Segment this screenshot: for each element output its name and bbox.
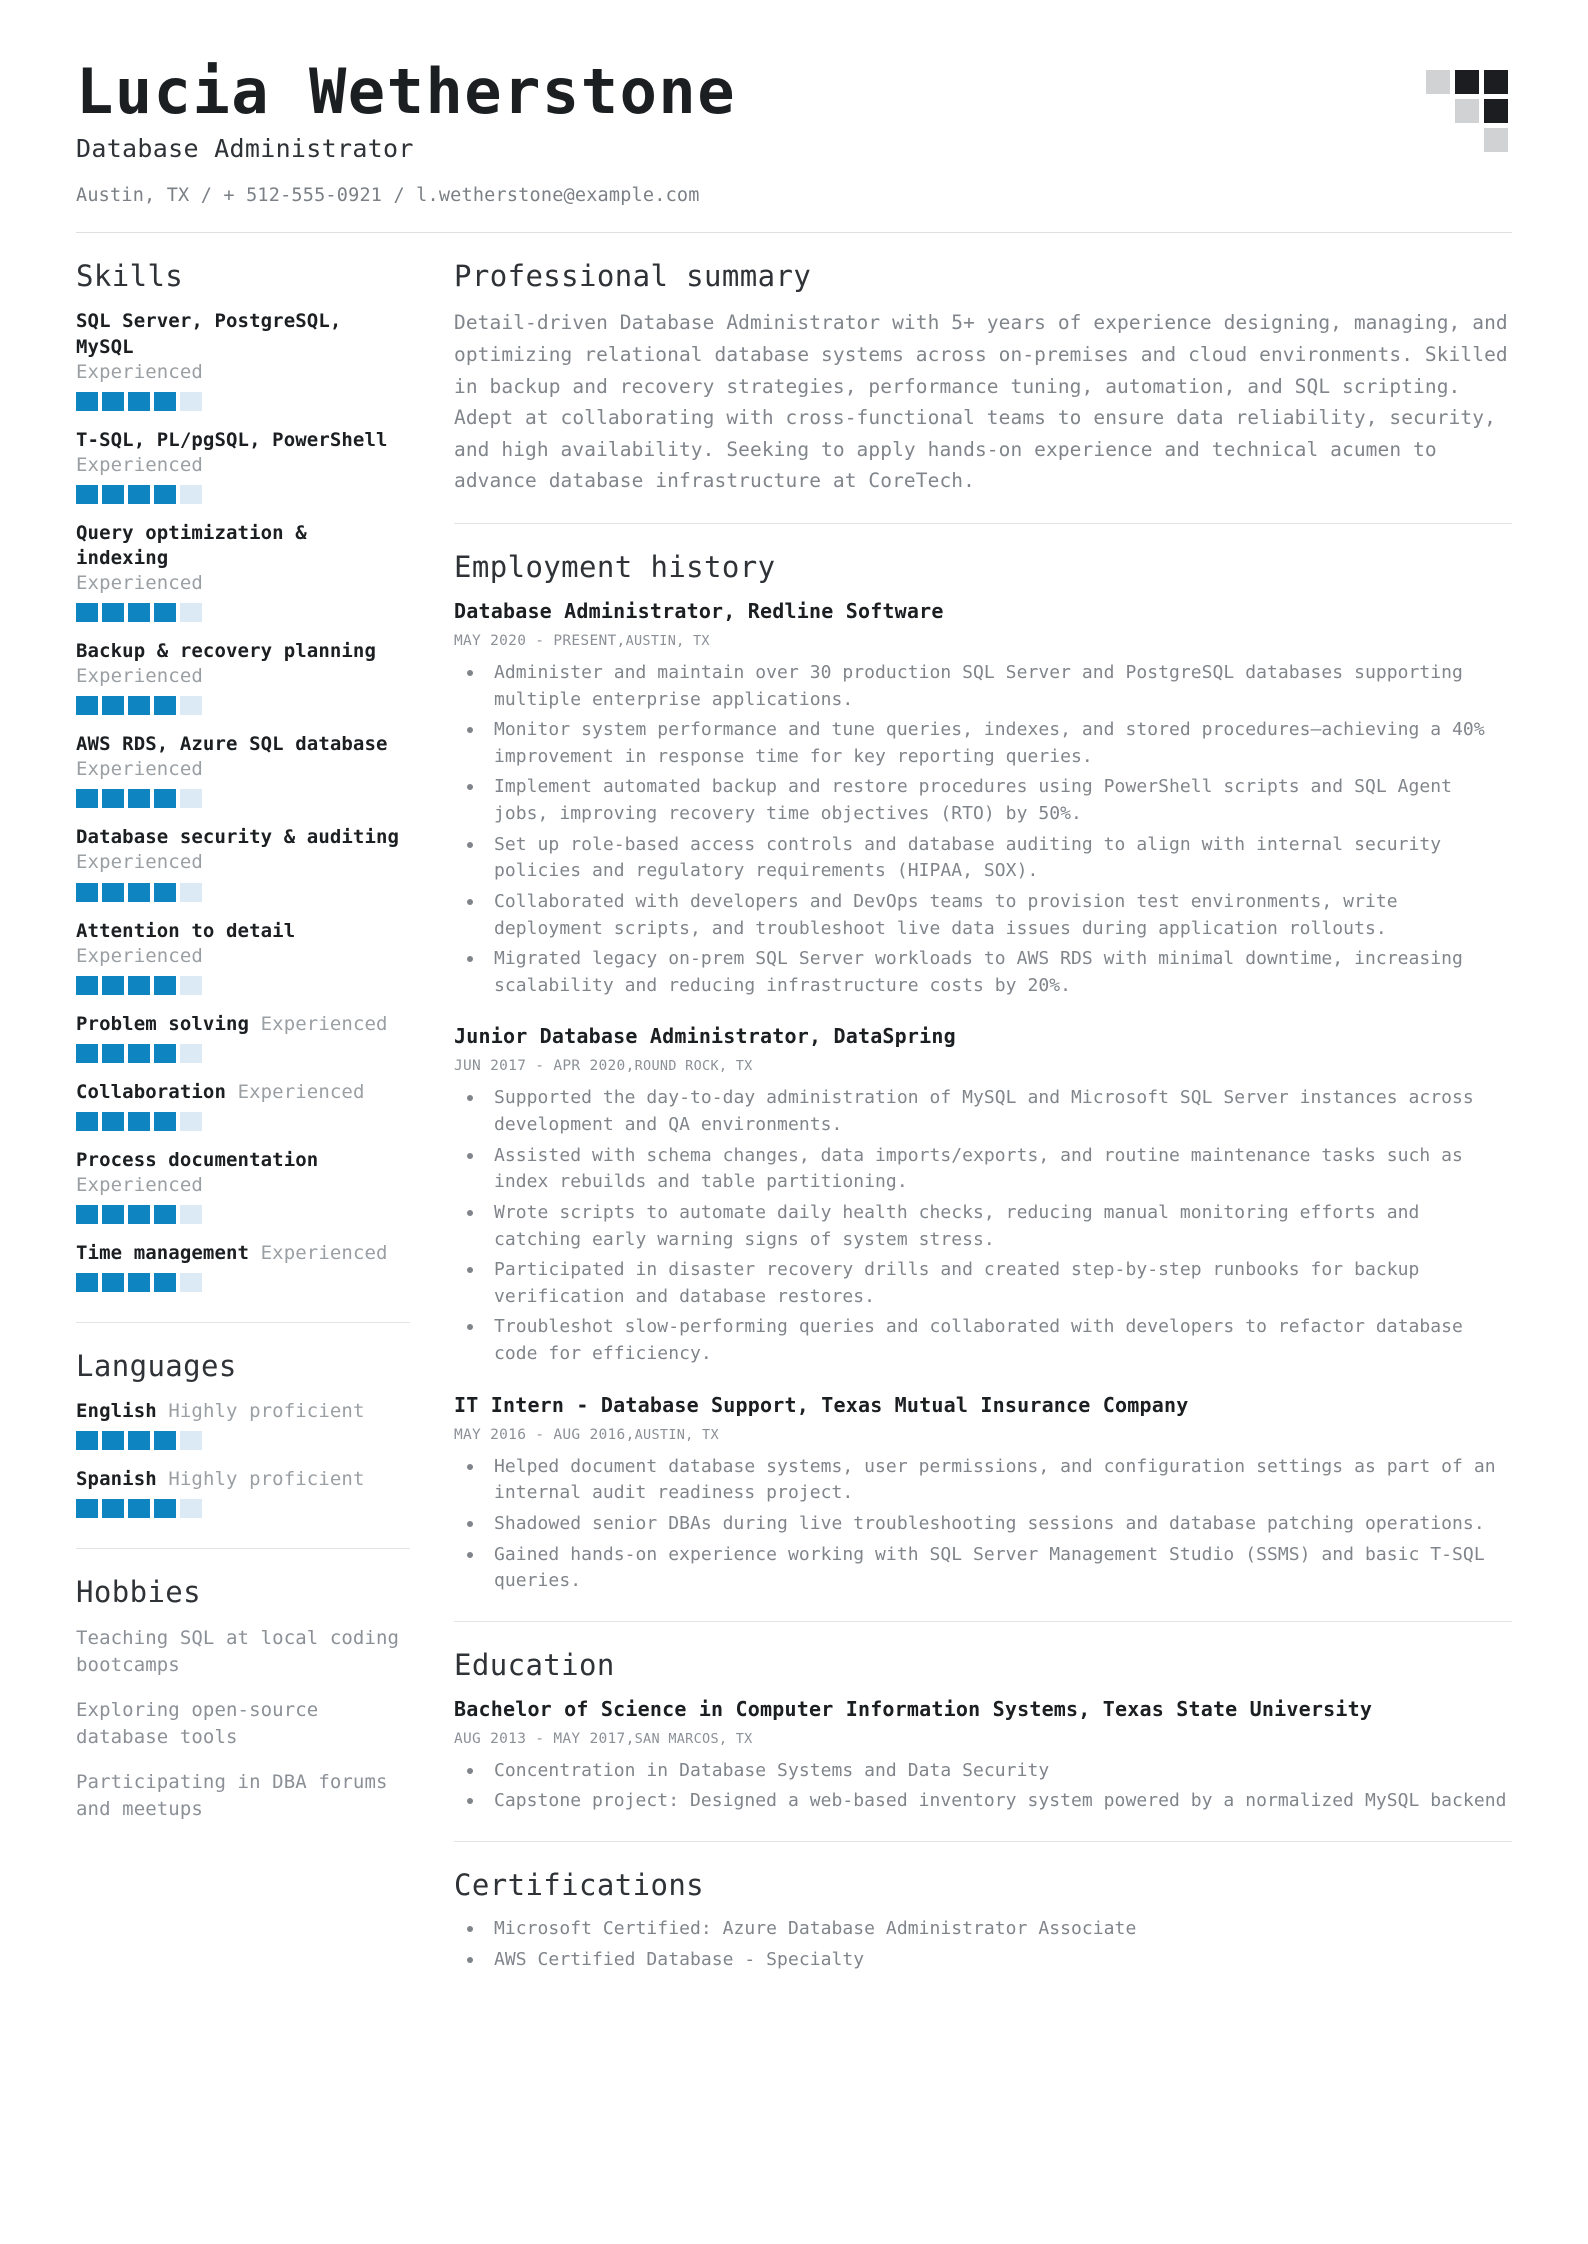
rating-square (102, 1431, 124, 1450)
rating-square (102, 1499, 124, 1518)
rating-square (128, 485, 150, 504)
skill-rating (76, 1205, 410, 1224)
language-rating (76, 1499, 410, 1518)
language-label (76, 1467, 410, 1492)
rating-square (154, 1499, 176, 1518)
rating-square (76, 1499, 98, 1518)
bullet-item: Monitor system performance and tune queries, indexes, and stored procedures—achieving a 40% improvement in response time for key reporting queries. (454, 717, 1512, 770)
sidebar-divider-1 (76, 1322, 410, 1323)
rating-square (180, 976, 202, 995)
language-name: Spanish (76, 1468, 157, 1491)
certifications-list (454, 1916, 1512, 1973)
rating-square (180, 789, 202, 808)
main-divider-2 (454, 1621, 1512, 1622)
rating-square (102, 1273, 124, 1292)
rating-square (154, 1044, 176, 1063)
skills-list (76, 309, 410, 1292)
rating-square (180, 1112, 202, 1131)
rating-square (76, 696, 98, 715)
logo-cell-9 (1484, 128, 1508, 152)
rating-square (102, 976, 124, 995)
skill-label (76, 919, 410, 969)
language-item (76, 1467, 410, 1518)
skill-item (76, 521, 410, 622)
logo-mark-icon (1426, 70, 1508, 152)
skills-heading: Skills (76, 259, 184, 294)
skill-name: Database security & auditing (76, 826, 400, 849)
skill-item (76, 309, 410, 410)
skill-item (76, 732, 410, 808)
rating-square (76, 1431, 98, 1450)
skill-rating (76, 485, 410, 504)
hobbies-list (76, 1625, 410, 1823)
certification-item: Microsoft Certified: Azure Database Administrator Associate (454, 1916, 1512, 1943)
history-entry (454, 1023, 1512, 1367)
skill-level: Experienced (260, 1012, 388, 1035)
rating-square (102, 392, 124, 411)
summary-heading: Professional summary (454, 259, 812, 294)
rating-square (102, 789, 124, 808)
entry-date: JUN 2017 - APR 2020, (454, 1058, 635, 1075)
logo-cell-5 (1455, 99, 1479, 123)
skill-level: Experienced (76, 360, 203, 383)
skill-item (76, 1148, 410, 1224)
rating-square (102, 1044, 124, 1063)
rating-square (76, 1044, 98, 1063)
rating-square (76, 485, 98, 504)
rating-square (180, 696, 202, 715)
header-identity (76, 55, 1426, 207)
entry-location: AUSTIN, TX (634, 1426, 719, 1443)
bullet-item: Set up role-based access controls and database auditing to align with internal security policies and regulatory requirements (HIPAA, SOX). (454, 832, 1512, 885)
history-entry (454, 598, 1512, 1000)
skill-level: Experienced (76, 572, 203, 595)
logo-cell-4 (1426, 99, 1450, 123)
logo-cell-6 (1484, 99, 1508, 123)
history-entry (454, 1696, 1512, 1815)
rating-square (180, 392, 202, 411)
education-heading: Education (454, 1647, 615, 1682)
entry-bullets (454, 1454, 1512, 1595)
rating-square (180, 1273, 202, 1292)
rating-square (76, 392, 98, 411)
certifications-heading: Certifications (454, 1868, 705, 1903)
skill-rating (76, 1112, 410, 1131)
skill-label (76, 1241, 410, 1266)
entry-title: IT Intern - Database Support, Texas Mutual Insurance Company (454, 1392, 1189, 1417)
main-column (434, 259, 1512, 1977)
skill-level: Experienced (76, 1173, 203, 1196)
skills-section (76, 259, 410, 1292)
rating-square (102, 1112, 124, 1131)
logo-cell-8 (1455, 128, 1479, 152)
main-divider-1 (454, 523, 1512, 524)
rating-square (128, 603, 150, 622)
rating-square (76, 976, 98, 995)
rating-square (154, 485, 176, 504)
skill-item (76, 825, 410, 901)
rating-square (128, 789, 150, 808)
rating-square (180, 883, 202, 902)
bullet-item: Wrote scripts to automate daily health checks, reducing manual monitoring efforts and catching early warning signs of system stress. (454, 1200, 1512, 1253)
rating-square (128, 392, 150, 411)
education-entries (454, 1696, 1512, 1815)
entry-date: MAY 2020 - PRESENT, (454, 632, 626, 649)
entry-location: SAN MARCOS, TX (634, 1730, 753, 1747)
skill-rating (76, 603, 410, 622)
entry-date: AUG 2013 - MAY 2017, (454, 1730, 635, 1747)
main-divider-3 (454, 1841, 1512, 1842)
rating-square (154, 789, 176, 808)
language-item (76, 1399, 410, 1450)
rating-square (76, 883, 98, 902)
entry-meta (454, 1731, 1512, 1747)
rating-square (180, 1205, 202, 1224)
logo-cell-1 (1426, 70, 1450, 94)
skill-name: T-SQL, PL/pgSQL, PowerShell (76, 428, 388, 451)
hobby-item: Participating in DBA forums and meetups (76, 1771, 388, 1821)
summary-section (454, 259, 1512, 496)
logo-cell-7 (1426, 128, 1450, 152)
employment-heading: Employment history (454, 549, 776, 584)
summary-text: Detail-driven Database Administrator with 5+ years of experience designing, managing, and optimizing relational database systems across on-premises and cloud environments. Skilled in backup and recovery strategies, performance tuning, automation, and SQL scripting. Adept at collaborating with cross-functional teams to ensure data reliability, security, and high availability. Seeking to apply hands-on experience and technical acumen to advance database infrastructure at CoreTech. (454, 311, 1508, 493)
skill-label (76, 1080, 410, 1105)
entry-title: Bachelor of Science in Computer Information Systems, Texas State University (454, 1696, 1373, 1721)
rating-square (76, 789, 98, 808)
rating-square (128, 1112, 150, 1131)
skill-rating (76, 976, 410, 995)
sidebar-divider-2 (76, 1548, 410, 1549)
skill-level: Experienced (76, 453, 203, 476)
skill-label (76, 521, 410, 596)
entry-title: Junior Database Administrator, DataSpring (454, 1024, 956, 1049)
skill-item (76, 428, 410, 504)
rating-square (154, 392, 176, 411)
skill-label (76, 428, 410, 478)
history-entry (454, 1392, 1512, 1595)
skill-label (76, 1012, 410, 1037)
rating-square (76, 1273, 98, 1292)
skill-rating (76, 883, 410, 902)
entry-meta (454, 633, 1512, 649)
rating-square (154, 696, 176, 715)
rating-square (154, 1273, 176, 1292)
languages-section (76, 1349, 410, 1518)
rating-square (76, 1112, 98, 1131)
language-label (76, 1399, 410, 1424)
rating-square (180, 1499, 202, 1518)
rating-square (76, 1205, 98, 1224)
skill-level: Experienced (76, 758, 203, 781)
rating-square (154, 1431, 176, 1450)
skill-name: Attention to detail (76, 919, 296, 942)
bullet-item: Gained hands-on experience working with SQL Server Management Studio (SSMS) and basic T-SQL queries. (454, 1542, 1512, 1595)
languages-list (76, 1399, 410, 1518)
certifications-section (454, 1868, 1512, 1973)
bullet-item: Collaborated with developers and DevOps teams to provision test environments, write deployment scripts, and troubleshoot live data issues during application rollouts. (454, 889, 1512, 942)
language-name: English (76, 1400, 157, 1423)
bullet-item: Migrated legacy on-prem SQL Server workloads to AWS RDS with minimal downtime, increasing scalability and reducing infrastructure costs by 20%. (454, 946, 1512, 999)
skill-name: Problem solving (76, 1012, 250, 1035)
bullet-item: Capstone project: Designed a web-based inventory system powered by a normalized MySQL backend (454, 1788, 1512, 1815)
contact-line: Austin, TX / + 512-555-0921 / l.wetherstone@example.com (76, 185, 700, 207)
skill-item (76, 1012, 410, 1063)
entry-bullets (454, 660, 1512, 1000)
rating-square (128, 696, 150, 715)
education-section (454, 1648, 1512, 1815)
skill-level: Experienced (237, 1080, 365, 1103)
skill-rating (76, 392, 410, 411)
certification-item: AWS Certified Database - Specialty (454, 1947, 1512, 1974)
rating-square (154, 603, 176, 622)
skill-name: Time management (76, 1242, 250, 1265)
rating-square (128, 1273, 150, 1292)
rating-square (154, 1112, 176, 1131)
resume-header (76, 55, 1512, 232)
entry-bullets (454, 1758, 1512, 1815)
skill-level: Experienced (260, 1242, 388, 1265)
job-title: Database Administrator (76, 134, 414, 164)
rating-square (102, 883, 124, 902)
page-title: Lucia Wetherstone (76, 55, 737, 128)
skill-rating (76, 1273, 410, 1292)
skill-rating (76, 696, 410, 715)
entry-bullets (454, 1085, 1512, 1367)
entry-title: Database Administrator, Redline Software (454, 598, 944, 623)
skill-level: Experienced (76, 851, 203, 874)
rating-square (180, 485, 202, 504)
skill-name: Collaboration (76, 1080, 227, 1103)
bullet-item: Troubleshot slow-performing queries and collaborated with developers to refactor database code for efficiency. (454, 1314, 1512, 1367)
skill-item (76, 1241, 410, 1292)
entry-location: ROUND ROCK, TX (634, 1058, 753, 1075)
skill-level: Experienced (76, 944, 203, 967)
bullet-item: Participated in disaster recovery drills and created step-by-step runbooks for backup verification and database restores. (454, 1257, 1512, 1310)
skill-label (76, 732, 410, 782)
rating-square (154, 883, 176, 902)
skill-item (76, 639, 410, 715)
hobby-item: Teaching SQL at local coding bootcamps (76, 1627, 400, 1677)
entry-meta (454, 1058, 1512, 1074)
logo-cell-3 (1484, 70, 1508, 94)
rating-square (102, 1205, 124, 1224)
bullet-item: Administer and maintain over 30 production SQL Server and PostgreSQL databases supporting multiple enterprise applications. (454, 660, 1512, 713)
skill-name: AWS RDS, Azure SQL database (76, 733, 388, 756)
hobby-item: Exploring open-source database tools (76, 1699, 319, 1749)
languages-heading: Languages (76, 1349, 237, 1384)
resume-body (76, 233, 1512, 1977)
skill-level: Experienced (76, 665, 203, 688)
rating-square (76, 603, 98, 622)
rating-square (128, 883, 150, 902)
skill-label (76, 639, 410, 689)
entry-date: MAY 2016 - AUG 2016, (454, 1426, 635, 1443)
rating-square (180, 1431, 202, 1450)
skill-name: SQL Server, PostgreSQL, MySQL (76, 310, 342, 358)
language-level: Highly proficient (168, 1468, 365, 1491)
rating-square (128, 1431, 150, 1450)
rating-square (180, 1044, 202, 1063)
skill-rating (76, 1044, 410, 1063)
rating-square (128, 976, 150, 995)
rating-square (102, 603, 124, 622)
employment-section (454, 550, 1512, 1595)
skill-item (76, 1080, 410, 1131)
bullet-item: Helped document database systems, user permissions, and configuration settings as part of an internal audit readiness project. (454, 1454, 1512, 1507)
rating-square (128, 1205, 150, 1224)
skill-name: Backup & recovery planning (76, 640, 377, 663)
skill-item (76, 919, 410, 995)
sidebar (76, 259, 434, 1841)
bullet-item: Implement automated backup and restore procedures using PowerShell scripts and SQL Agent jobs, improving recovery time objectives (RTO) by 50%. (454, 774, 1512, 827)
bullet-item: Supported the day-to-day administration of MySQL and Microsoft SQL Server instances across development and QA environments. (454, 1085, 1512, 1138)
skill-name: Process documentation (76, 1148, 319, 1171)
rating-square (180, 603, 202, 622)
skill-label (76, 309, 410, 384)
skill-label (76, 825, 410, 875)
logo-cell-2 (1455, 70, 1479, 94)
language-rating (76, 1431, 410, 1450)
skill-rating (76, 789, 410, 808)
rating-square (102, 485, 124, 504)
entry-location: AUSTIN, TX (625, 632, 710, 649)
skill-name: Query optimization & indexing (76, 521, 307, 569)
rating-square (128, 1044, 150, 1063)
skill-label (76, 1148, 410, 1198)
bullet-item: Shadowed senior DBAs during live troubleshooting sessions and database patching operations. (454, 1511, 1512, 1538)
bullet-item: Concentration in Database Systems and Data Security (454, 1758, 1512, 1785)
rating-square (102, 696, 124, 715)
bullet-item: Assisted with schema changes, data imports/exports, and routine maintenance tasks such as index rebuilds and table partitioning. (454, 1143, 1512, 1196)
entry-meta (454, 1427, 1512, 1443)
language-level: Highly proficient (168, 1400, 365, 1423)
rating-square (154, 1205, 176, 1224)
rating-square (128, 1499, 150, 1518)
rating-square (154, 976, 176, 995)
hobbies-heading: Hobbies (76, 1575, 202, 1610)
employment-entries (454, 598, 1512, 1595)
hobbies-section (76, 1575, 410, 1823)
